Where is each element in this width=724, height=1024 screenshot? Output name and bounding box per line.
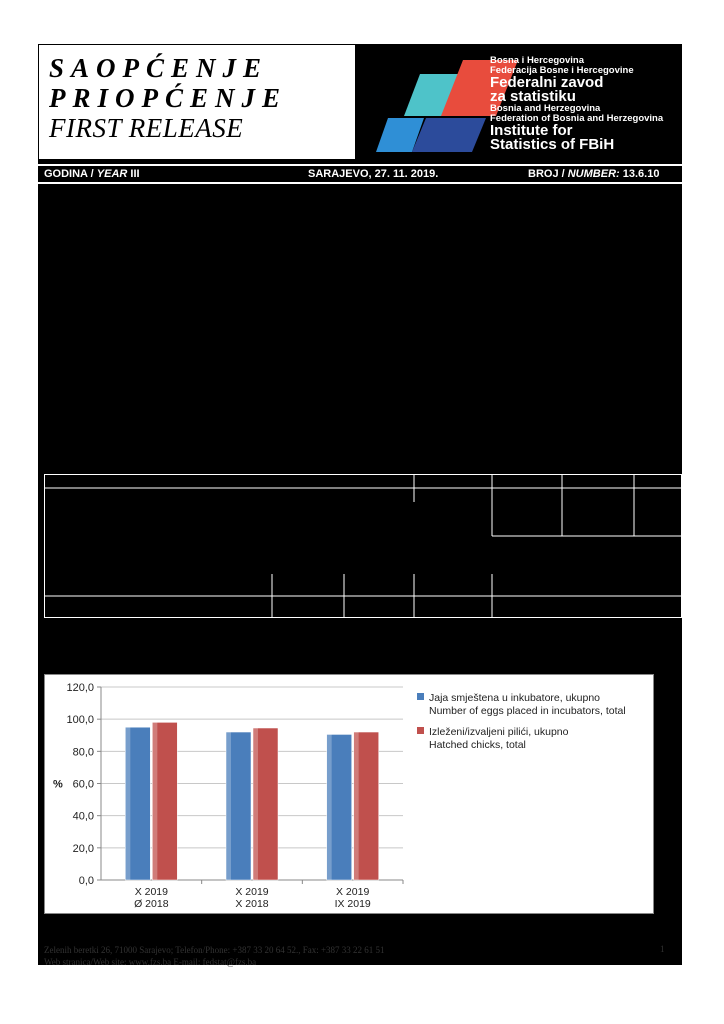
logo-line: Bosna i Hercegovina — [490, 55, 584, 66]
logo-line: Bosnia and Herzegovina — [490, 103, 601, 114]
bar-highlight — [327, 734, 332, 880]
legend-swatch — [417, 693, 424, 700]
logo-line: Federation of Bosnia and Herzegovina — [490, 113, 664, 124]
bar-highlight — [226, 732, 231, 880]
x-tick-label: X 2018 — [235, 898, 269, 910]
footer-contact — [44, 944, 385, 968]
x-tick-label: X 2019 — [134, 886, 168, 898]
institute-logo-text — [490, 56, 682, 152]
data-table-grid — [44, 474, 682, 618]
y-tick-label: 0,0 — [78, 875, 94, 887]
logo-line: za statistiku — [490, 88, 576, 105]
footer-address: Zelenih beretki 26, 71000 Sarajevo; Telefon/Phone: +387 33 20 64 52., Fax: +387 33 22 61 51 — [44, 945, 385, 955]
place-date: SARAJEVO, 27. 11. 2019. — [308, 168, 439, 180]
release-title-box — [38, 44, 356, 160]
legend-swatch — [417, 727, 424, 734]
bar-highlight — [152, 722, 157, 880]
logo-line: Federacija Bosne i Hercegovine — [490, 65, 634, 76]
y-tick-label: 100,0 — [66, 714, 94, 727]
y-axis-label: % — [53, 778, 63, 791]
x-tick-label: Ø 2018 — [134, 898, 169, 910]
logo-line: Institute for — [490, 122, 573, 139]
logo-line: Statistics of FBiH — [490, 136, 615, 153]
y-tick-label: 40,0 — [72, 810, 94, 823]
footer-web: Web stranica/Web site: www.fzs.ba E-mail: fedstat@fzs.ba — [44, 957, 257, 967]
bar-highlight — [354, 732, 359, 880]
title-priopcenje: PRIOPĆENJE — [49, 83, 288, 113]
x-tick-label: X 2019 — [336, 886, 370, 898]
year-info: GODINA / YEAR III — [44, 168, 140, 180]
y-tick-label: 80,0 — [72, 746, 94, 759]
chart-panel — [44, 674, 654, 914]
legend-label-en: Number of eggs placed in incubators, total — [429, 705, 626, 717]
header-divider — [38, 164, 682, 166]
page-number: 1 — [660, 944, 665, 954]
y-tick-label: 120,0 — [66, 682, 94, 694]
y-tick-label: 60,0 — [72, 778, 94, 791]
legend-label: Jaja smještena u inkubatore, ukupno — [429, 692, 601, 704]
x-tick-label: IX 2019 — [334, 898, 371, 910]
bar-chart — [45, 675, 653, 913]
document-page — [38, 44, 682, 965]
info-divider — [38, 182, 682, 184]
bar-highlight — [253, 728, 258, 880]
number-info: BROJ / NUMBER: 13.6.10 — [528, 168, 660, 180]
legend-label: Izleženi/izvaljeni pilići, ukupno — [429, 726, 569, 738]
legend-label-en: Hatched chicks, total — [429, 739, 526, 751]
title-saopcenje: SAOPĆENJE — [49, 53, 269, 83]
title-first-release: FIRST RELEASE — [49, 113, 244, 143]
logo-line: Federalni zavod — [490, 74, 604, 91]
y-tick-label: 20,0 — [72, 842, 94, 855]
bar-highlight — [125, 727, 130, 880]
x-tick-label: X 2019 — [235, 886, 269, 898]
